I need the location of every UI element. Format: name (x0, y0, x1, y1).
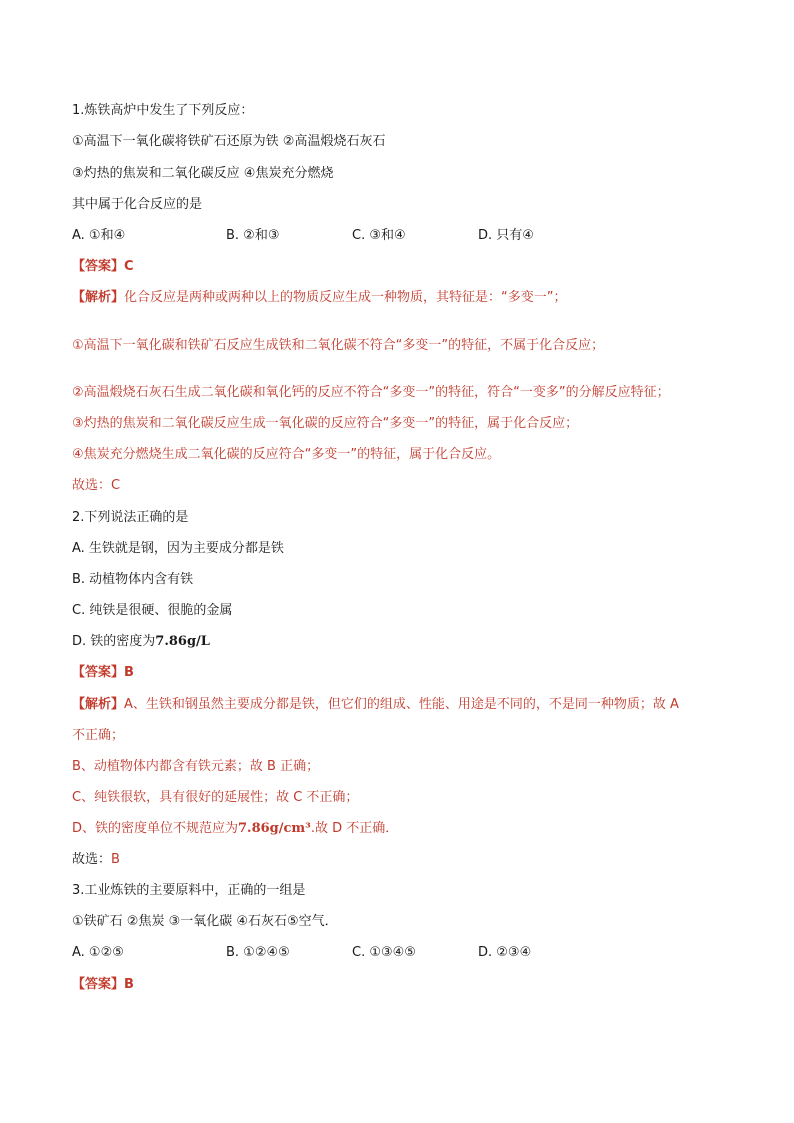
analysis-text: A、生铁和钢虽然主要成分都是铁，但它们的组成、性能、用途是不同的，不是同一种物质；故 A (124, 697, 679, 712)
q1-reactions-line-2: ③灼热的焦炭和二氧化碳反应 ④焦炭充分燃烧 (72, 166, 334, 181)
q2-analysis-line-2: B、动植物体内都含有铁元素；故 B 正确； (72, 759, 320, 774)
q2-choose (72, 851, 732, 869)
q3-options (72, 944, 732, 962)
q2-answer (72, 664, 732, 682)
analysis-tag: 【解析】 (72, 697, 125, 712)
answer-tag: 【答案】 (72, 665, 125, 680)
q3-option-c: C. ①③④⑤ (352, 945, 416, 960)
q2-option-d-value: 7.86g/L (155, 634, 210, 649)
answer-value: B (124, 977, 134, 992)
analysis-tag: 【解析】 (72, 290, 125, 305)
analysis-4-suffix: .故 D 不正确． (310, 821, 399, 836)
q2-option-c: C. 纯铁是很硬、很脆的金属 (72, 603, 233, 618)
q1-question: 其中属于化合反应的是 (72, 197, 203, 212)
q1-reactions-line-1: ①高温下一氧化碳将铁矿石还原为铁 ②高温煅烧石灰石 (72, 134, 386, 149)
q2-analysis-line-4 (72, 820, 732, 838)
q2-analysis-line-1 (72, 696, 732, 714)
q2-option-b: B. 动植物体内含有铁 (72, 572, 194, 587)
q1-options (72, 227, 732, 245)
answer-tag: 【答案】 (72, 259, 125, 274)
answer-tag: 【答案】 (72, 977, 125, 992)
q2-option-a: A. 生铁就是钢，因为主要成分都是铁 (72, 541, 284, 556)
answer-value: C (124, 259, 134, 274)
choose-value: B (111, 852, 120, 867)
q1-analysis-line-1: ①高温下一氧化碳和铁矿石反应生成铁和二氧化碳不符合“多变一”的特征，不属于化合反应； (72, 338, 605, 353)
q3-option-d: D. ②③④ (478, 945, 532, 960)
analysis-4-prefix: D、铁的密度单位不规范应为 (72, 821, 239, 836)
q1-analysis-line-3: ③灼热的焦炭和二氧化碳反应生成一氧化碳的反应符合“多变一”的特征，属于化合反应； (72, 416, 579, 431)
choose-label: 故选： (72, 852, 112, 867)
q3-items: ①铁矿石 ②焦炭 ③一氧化碳 ④石灰石⑤空气． (72, 914, 338, 929)
answer-value: B (124, 665, 134, 680)
q1-analysis-line-4: ④焦炭充分燃烧生成二氧化碳的反应符合“多变一”的特征，属于化合反应。 (72, 447, 501, 462)
q1-stem: 1.炼铁高炉中发生了下列反应： (72, 103, 254, 118)
q1-analysis-intro (72, 289, 732, 307)
q2-option-d-prefix: D. 铁的密度为 (72, 634, 156, 649)
q2-analysis-line-1b: 不正确； (72, 728, 125, 743)
analysis-text: 化合反应是两种或两种以上的物质反应生成一种物质，其特征是：“多变一”； (124, 290, 567, 305)
q1-analysis-line-2: ②高温煅烧石灰石生成二氧化碳和氧化钙的反应不符合“多变一”的特征，符合“一变多”的分解反应特征； (72, 385, 670, 400)
choose-label: 故选： (72, 478, 112, 493)
q1-answer (72, 258, 732, 276)
q1-choose (72, 477, 732, 495)
q1-option-c: C. ③和④ (352, 228, 406, 243)
q1-option-b: B. ②和③ (226, 228, 280, 243)
q3-option-a: A. ①②⑤ (72, 945, 124, 960)
q3-answer (72, 976, 732, 994)
q2-option-d (72, 633, 732, 651)
choose-value: C (111, 478, 121, 493)
analysis-4-value: 7.86g/cm³ (238, 821, 311, 836)
q1-option-d: D. 只有④ (478, 228, 534, 243)
q3-stem: 3.工业炼铁的主要原料中，正确的一组是 (72, 883, 306, 898)
q3-option-b: B. ①②④⑤ (226, 945, 290, 960)
q1-option-a: A. ①和④ (72, 228, 126, 243)
q2-stem: 2.下列说法正确的是 (72, 510, 189, 525)
q2-analysis-line-3: C、纯铁很软，具有很好的延展性；故 C 不正确； (72, 790, 359, 805)
